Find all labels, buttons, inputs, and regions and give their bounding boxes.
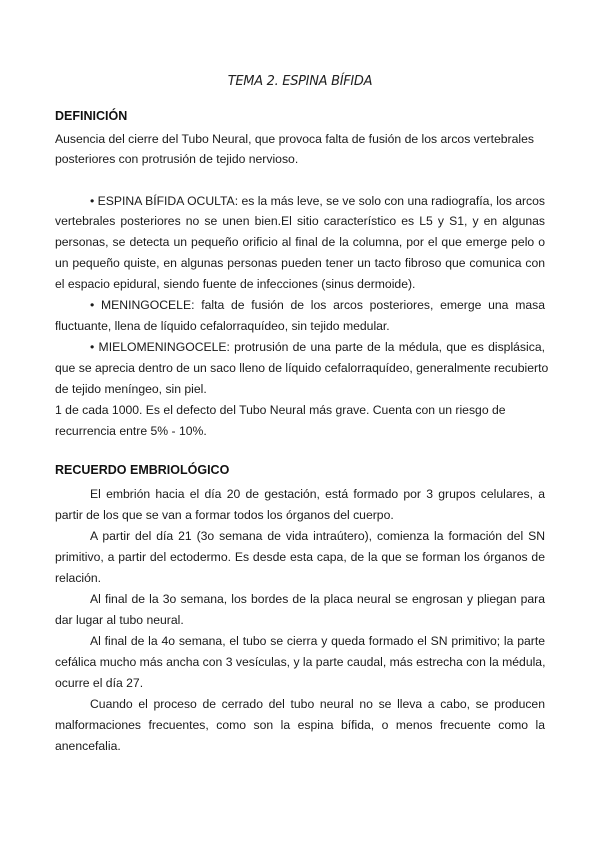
meningocele-line: • MENINGOCELE: falta de fusión de los arcos posteriores, emerge una masa (90, 298, 545, 312)
mielomeningocele-line: • MIELOMENINGOCELE: protrusión de una parte de la médula, que es displásica, (90, 340, 545, 354)
definition-line: posteriores con protrusión de tejido nervioso. (55, 152, 299, 166)
embriologico-line: cefálica mucho más ancha con 3 vesículas, y la parte caudal, más estrecha con la médula, (55, 655, 546, 669)
oculta-line: vertebrales posteriores no se unen bien.El sitio característico es L5 y S1, y en algunas (55, 214, 545, 228)
embriologico-line: primitivo, a partir del ectodermo. Es desde esta capa, de la que se forman los órganos de (55, 550, 545, 564)
embriologico-line: malformaciones frecuentes, como son la espina bífida, o menos frecuente como la (55, 718, 545, 732)
oculta-line: personas, se detecta un pequeño orificio al final de la columna, por el que emerge pelo o (55, 235, 545, 249)
frecuencia-line: recurrencia entre 5% - 10%. (55, 424, 207, 438)
mielomeningocele-line: que se aprecia dentro de un saco lleno de líquido cefalorraquídeo, generalmente recubierto (55, 361, 549, 375)
mielomeningocele-line: de tejido meníngeo, sin piel. (55, 382, 207, 396)
embriologico-line: dar lugar al tubo neural. (55, 613, 184, 627)
section-heading-definicion: DEFINICIÓN (55, 109, 128, 123)
definition-line: Ausencia del cierre del Tubo Neural, que provoca falta de fusión de los arcos vertebrales (55, 132, 534, 146)
oculta-line: el espacio epidural, siendo fuente de infecciones (sinus dermoide). (55, 277, 416, 291)
embriologico-line: Cuando el proceso de cerrado del tubo neural no se lleva a cabo, se producen (90, 697, 545, 711)
section-heading-embriologico: RECUERDO EMBRIOLÓGICO (55, 463, 230, 477)
embriologico-line: partir de los que se van a formar todos los órganos del cuerpo. (55, 508, 394, 522)
document-title: TEMA 2. ESPINA BÍFIDA (227, 74, 373, 89)
embriologico-line: A partir del día 21 (3o semana de vida intraútero), comienza la formación del SN (90, 529, 545, 543)
embriologico-line: Al final de la 3o semana, los bordes de la placa neural se engrosan y pliegan para (90, 592, 545, 606)
embriologico-line: anencefalia. (55, 739, 121, 753)
meningocele-line: fluctuante, llena de líquido cefalorraquídeo, sin tejido medular. (55, 319, 390, 333)
embriologico-line: ocurre el día 27. (55, 676, 144, 690)
embriologico-line: relación. (55, 571, 102, 585)
embriologico-line: El embrión hacia el día 20 de gestación, está formado por 3 grupos celulares, a (90, 487, 545, 501)
frecuencia-line: 1 de cada 1000. Es el defecto del Tubo Neural más grave. Cuenta con un riesgo de (55, 403, 506, 417)
embriologico-line: Al final de la 4o semana, el tubo se cierra y queda formado el SN primitivo; la parte (90, 634, 545, 648)
oculta-line: un pequeño quiste, en algunas personas pueden tener un tacto fibroso que comunica con (55, 256, 545, 270)
oculta-line: • ESPINA BÍFIDA OCULTA: es la más leve, se ve solo con una radiografía, los arcos (90, 194, 545, 208)
